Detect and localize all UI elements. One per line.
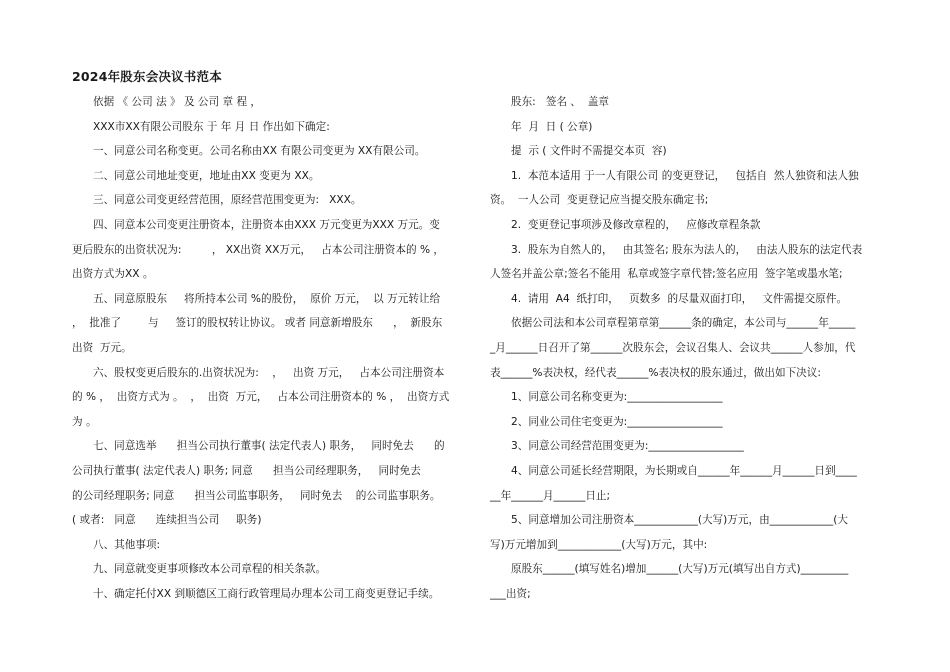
left-line-18: ( 或者: 同意 连续担当公司 职务) <box>72 514 262 527</box>
left-line-4: 二、同意公司地址变更，地址由XX 变更为 XX。 <box>93 169 320 182</box>
right-line-13: 1、同意公司名称变更为:__________________ <box>511 391 723 404</box>
right-line-18: 5、同意增加公司注册资本____________(大写)万元，由____________(大 <box>511 514 848 527</box>
right-line-11: _月______日召开了第______次股东会，会议召集人、会议共______人参加，代 <box>490 341 856 354</box>
right-line-15: 3、同意公司经营范围变更为:__________________ <box>511 440 744 453</box>
right-line-12: 表______%表决权，经代表______%表决权的股东通过，做出如下决议: <box>490 366 821 379</box>
left-line-16: 公司执行董事( 法定代表人) 职务; 同意 担当公司经理职务， 同时免去 <box>72 464 421 477</box>
left-line-13: 的 % ， 出资方式为 。 ， 出资 万元， 占本公司注册资本的 % ， 出资方式 <box>72 391 450 404</box>
left-line-8: 出资方式为XX 。 <box>72 268 154 281</box>
left-line-21: 十、确定托付XX 到顺德区工商行政管理局办理本公司工商变更登记手续。 <box>93 587 440 600</box>
document-title: 2024年股东会决议书范本 <box>72 69 222 84</box>
right-line-17: __年______月______日止; <box>490 489 611 502</box>
left-line-9: 五、同意原股东 将所持本公司 %的股份， 原价 万元， 以 万元转让给 <box>93 292 441 305</box>
right-line-7: 3. 股东为自然人的， 由其签名; 股东为法人的， 由法人股东的法定代表 <box>511 243 863 256</box>
right-line-10: 依据公司法和本公司章程第章第______条的确定，本公司与______年_____ <box>511 317 856 330</box>
right-line-14: 2、同业公司住宅变更为:__________________ <box>511 415 723 428</box>
right-line-3: 提 示 ( 文件时不需提交本页 容) <box>511 145 667 158</box>
left-line-12: 六、股权变更后股东的.出资状况为: ， 出资 万元， 占本公司注册资本 <box>93 366 445 379</box>
right-line-5: 资。 一人公司 变更登记应当提交股东确定书; <box>490 194 709 207</box>
left-column <box>72 90 462 606</box>
left-line-10: ， 批准了 与 签订的股权转让协议。 或者 同意新增股东 ， 新股东 <box>72 317 443 330</box>
right-line-21: ___出资; <box>490 587 531 600</box>
right-line-8: 人签名并盖公章;签名不能用 私章或签字章代替;签名应用 签字笔或墨水笔; <box>490 268 843 281</box>
left-line-6: 四、同意本公司变更注册资本，注册资本由XXX 万元变更为XXX 万元。变 <box>93 218 440 231</box>
right-column <box>490 90 880 606</box>
right-line-6: 2. 变更登记事项涉及修改章程的， 应修改章程条款 <box>511 218 761 231</box>
right-line-1: 股东: 签名 、 盖章 <box>511 96 609 108</box>
left-line-20: 九、同意就变更事项修改本公司章程的相关条款。 <box>93 563 327 576</box>
left-line-15: 七、同意选举 担当公司执行董事( 法定代表人) 职务， 同时免去 的 <box>93 440 445 453</box>
left-line-11: 出资 万元。 <box>72 341 132 354</box>
right-line-9: 4. 请用 A4 纸打印， 页数多 的尽量双面打印， 文件需提交原件。 <box>511 292 848 305</box>
left-line-7: 更后股东的出资状况为: ， XX出资 XX万元， 占本公司注册资本的 % ， <box>72 243 444 256</box>
left-line-3: 一、同意公司名称变更。公司名称由XX 有限公司变更为 XX有限公司。 <box>93 145 426 158</box>
left-line-5: 三、同意公司变更经营范围，原经营范围变更为: XXX。 <box>93 194 362 207</box>
right-line-19: 写)万元增加到____________(大写)万元，其中: <box>490 538 708 551</box>
left-line-17: 的公司经理职务; 同意 担当公司监事职务， 同时免去 的公司监事职务。 <box>72 489 441 502</box>
left-line-19: 八、其他事项: <box>93 538 161 551</box>
right-line-16: 4、同意公司延长经营期限，为长期或自______年______月______日到____ <box>511 464 857 477</box>
right-line-2: 年 月 日 ( 公章) <box>511 120 593 133</box>
right-line-4: 1. 本范本适用 于一人有限公司 的变更登记， 包括自 然人独资和法人独 <box>511 169 859 182</box>
right-line-20: 原股东______(填写姓名)增加______(大写)万元(填写出自方式)_________ <box>511 563 849 576</box>
left-line-2: XXX市XX有限公司股东 于 年 月 日 作出如下确定: <box>93 120 330 133</box>
left-line-1: 依据 《 公司 法 》 及 公司 章 程 ， <box>93 96 262 108</box>
left-line-14: 为 。 <box>72 415 97 428</box>
